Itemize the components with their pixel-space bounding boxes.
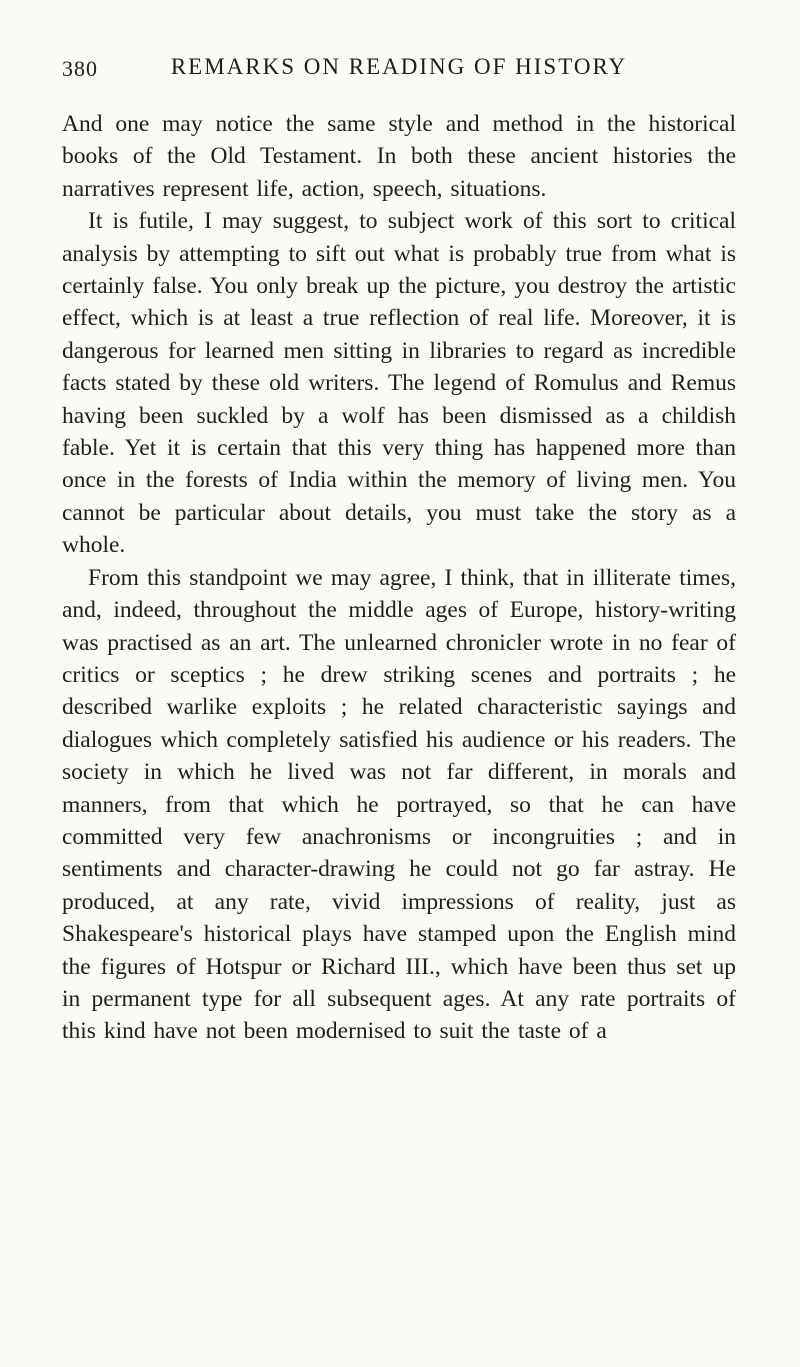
page-body	[62, 108, 736, 1048]
running-title: REMARKS ON READING OF HISTORY	[170, 54, 628, 79]
running-header	[62, 54, 736, 88]
paragraph-3: From this standpoint we may agree, I think, that in illiterate times, and, indeed, throughout the middle ages of Europe, history-writing was practised as an art. The unlearned chronicler wrote in no fear of critics or sceptics ; he drew striking scenes and portraits ; he described warlike exploits ; he related characteristic sayings and dialogues which completely satisfied his audience or his readers. The society in which he lived was not far different, in morals and manners, from that which he portrayed, so that he can have committed very few anachronisms or incongruities ; and in sentiments and character-drawing he could not go far astray. He produced, at any rate, vivid impressions of reality, just as Shakespeare's historical plays have stamped upon the English mind the figures of Hotspur or Richard III., which have been thus set up in permanent type for all subsequent ages. At any rate portraits of this kind have not been modernised to suit the taste of a	[62, 564, 736, 1045]
page-number: 380	[62, 56, 98, 81]
paragraph-2: It is futile, I may suggest, to subject work of this sort to critical analysis by attempting to sift out what is probably true from what is certainly false. You only break up the picture, you destroy the artistic effect, which is at least a true reflection of real life. Moreover, it is dangerous for learned men sitting in libraries to regard as incredible facts stated by these old writers. The legend of Romulus and Remus having been suckled by a wolf has been dismissed as a childish fable. Yet it is certain that this very thing has happened more than once in the forests of India within the memory of living men. You cannot be particular about details, you must take the story as a whole.	[62, 208, 736, 559]
paragraph-1: And one may notice the same style and method in the historical books of the Old Testament. In both these ancient histories the narratives represent life, action, speech, situations.	[62, 111, 736, 202]
